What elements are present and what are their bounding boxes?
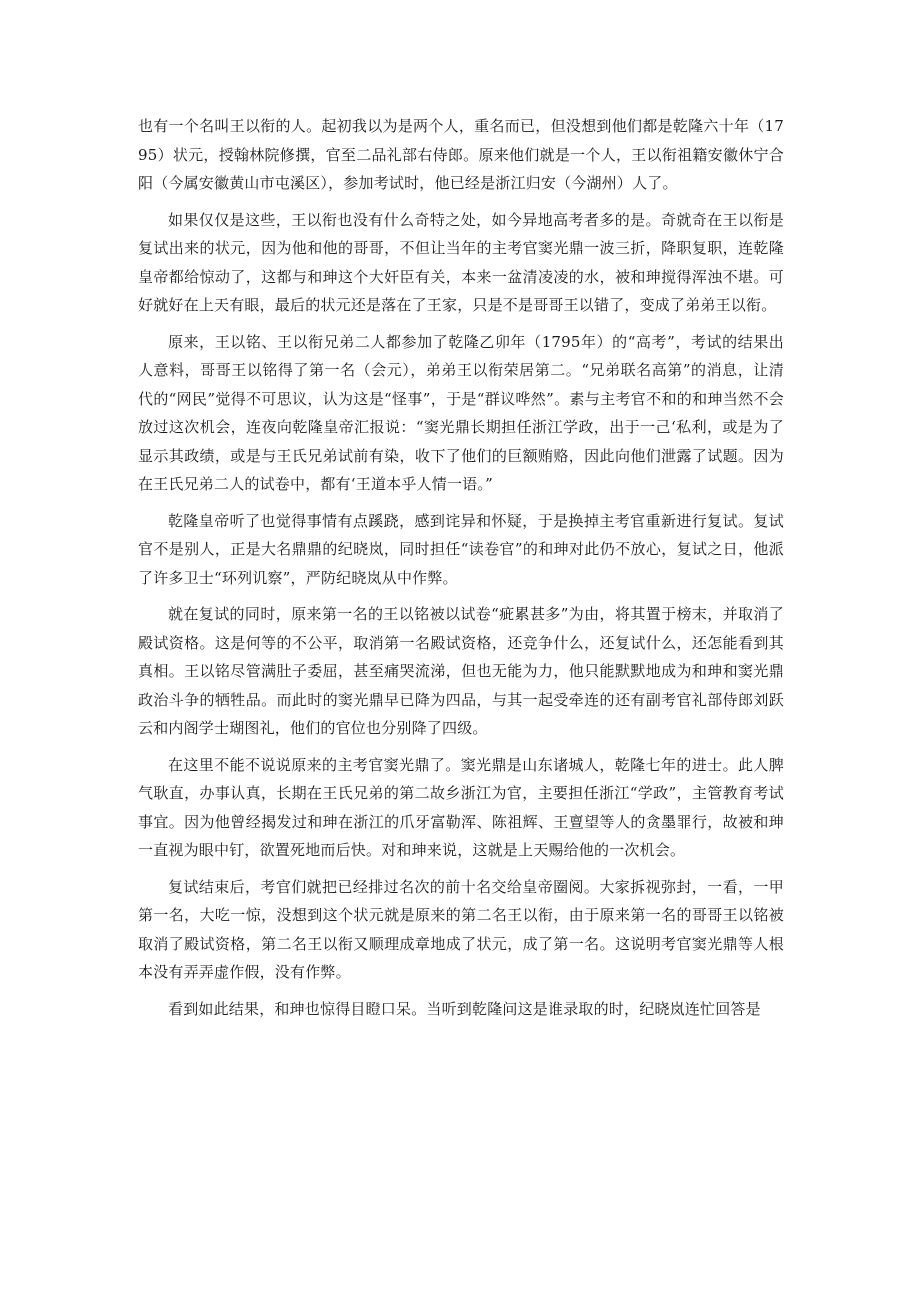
paragraph-1: 也有一个名叫王以衔的人。起初我以为是两个人，重名而已，但没想到他们都是乾隆六十年（1795）状元，授翰林院修撰，官至二品礼部右侍郎。原来他们就是一个人，王以衔祖籍安徽休宁合阳（今属安徽黄山市屯溪区），参加考试时，他已经是浙江归安（今湖州）人了。 — [138, 117, 784, 192]
paragraph-7: 复试结束后，考官们就把已经排过名次的前十名交给皇帝圈阅。大家拆视弥封，一看，一甲第一名，大吃一惊，没想到这个状元就是原来的第二名王以衔，由于原来第一名的哥哥王以铭被取消了殿试资格，第二名王以衔又顺理成章地成了状元，成了第一名。这说明考官窦光鼎等人根本没有弄弄虚作假，没有作弊。 — [138, 877, 784, 981]
paragraph-6: 在这里不能不说说原来的主考官窦光鼎了。窦光鼎是山东诸城人，乾隆七年的进士。此人脾气耿直，办事认真，长期在王氏兄弟的第二故乡浙江为官，主要担任浙江“学政”，主管教育考试事宜。因为他曾经揭发过和珅在浙江的爪牙富勒浑、陈祖辉、王亶望等人的贪墨罪行，故被和珅一直视为眼中钉，欲置死地而后快。对和珅来说，这就是上天赐给他的一次机会。 — [138, 755, 784, 859]
paragraph-4: 乾隆皇帝听了也觉得事情有点蹊跷，感到诧异和怀疑，于是换掉主考官重新进行复试。复试官不是别人，正是大名鼎鼎的纪晓岚，同时担任“读卷官”的和珅对此仍不放心，复试之日，他派了许多卫士“环列讥察”，严防纪晓岚从中作弊。 — [138, 511, 784, 587]
paragraph-2: 如果仅仅是这些，王以衔也没有什么奇特之处，如今异地高考者多的是。奇就奇在王以衔是复试出来的状元，因为他和他的哥哥，不但让当年的主考官窦光鼎一波三折，降职复职，连乾隆皇帝都给惊动了，这都与和珅这个大奸臣有关，本来一盆清凌凌的水，被和珅搅得浑浊不堪。可好就好在上天有眼，最后的状元还是落在了王家，只是不是哥哥王以错了，变成了弟弟王以衔。 — [138, 210, 784, 314]
paragraph-8: 看到如此结果，和珅也惊得目瞪口呆。当听到乾隆问这是谁录取的时，纪晓岚连忙回答是 — [168, 999, 761, 1018]
document-body — [138, 112, 784, 1023]
paragraph-3: 原来，王以铭、王以衔兄弟二人都参加了乾隆乙卯年（1795年）的“高考”，考试的结果出人意料，哥哥王以铭得了第一名（会元），弟弟王以衔荣居第二。“兄弟联名高第”的消息，让清代的“网民”觉得不可思议，认为这是“怪事”，于是“群议哗然”。素与主考官不和的和珅当然不会放过这次机会，连夜向乾隆皇帝汇报说：“窦光鼎长期担任浙江学政，出于一己‘私利，或是为了显示其政绩，或是与王氏兄弟试前有染，收下了他们的巨额贿赂，因此向他们泄露了试题。因为在王氏兄弟二人的试卷中，都有‘王道本乎人情一语。” — [138, 332, 784, 493]
paragraph-5: 就在复试的同时，原来第一名的王以铭被以试卷“疵累甚多”为由，将其置于榜末，并取消了殿试资格。这是何等的不公平，取消第一名殿试资格，还竞争什么，还复试什么，还怎能看到其真相。王以铭尽管满肚子委屈，甚至痛哭流涕，但也无能为力，他只能默默地成为和珅和窦光鼎政治斗争的牺牲品。而此时的窦光鼎早已降为四品，与其一起受牵连的还有副考官礼部侍郎刘跃云和内阁学士瑚图礼，他们的官位也分别降了四级。 — [138, 605, 784, 737]
